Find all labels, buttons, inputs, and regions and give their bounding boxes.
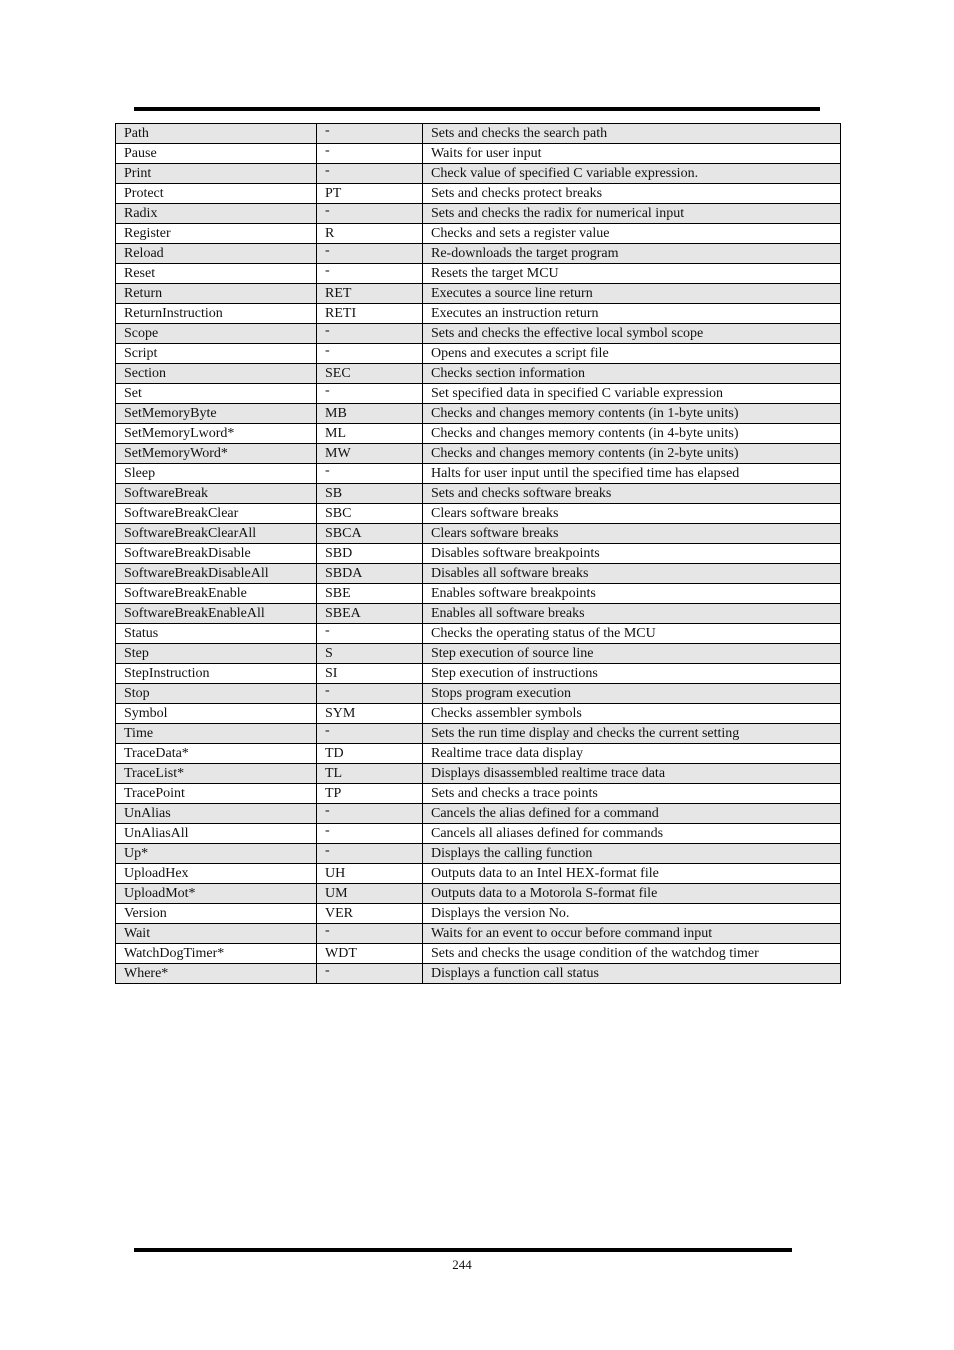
- description-cell: Checks and changes memory contents (in 1-byte units): [423, 404, 841, 424]
- description-cell: Outputs data to a Motorola S-format file: [423, 884, 841, 904]
- table-row: [116, 344, 841, 364]
- command-cell: Script: [116, 344, 317, 364]
- description-cell: Executes a source line return: [423, 284, 841, 304]
- abbreviation-cell: ML: [317, 424, 423, 444]
- description-cell: Waits for user input: [423, 144, 841, 164]
- table-row: [116, 524, 841, 544]
- table-row: [116, 424, 841, 444]
- table-row: [116, 924, 841, 944]
- description-cell: Waits for an event to occur before command input: [423, 924, 841, 944]
- command-cell: Version: [116, 904, 317, 924]
- table-row: [116, 244, 841, 264]
- abbreviation-cell: -: [317, 344, 423, 364]
- description-cell: Disables all software breaks: [423, 564, 841, 584]
- abbreviation-cell: SBCA: [317, 524, 423, 544]
- abbreviation-cell: R: [317, 224, 423, 244]
- description-cell: Opens and executes a script file: [423, 344, 841, 364]
- abbreviation-cell: -: [317, 124, 423, 144]
- description-cell: Resets the target MCU: [423, 264, 841, 284]
- abbreviation-cell: VER: [317, 904, 423, 924]
- table-row: [116, 944, 841, 964]
- command-cell: SoftwareBreakClear: [116, 504, 317, 524]
- abbreviation-cell: -: [317, 324, 423, 344]
- command-cell: Status: [116, 624, 317, 644]
- description-cell: Displays a function call status: [423, 964, 841, 984]
- table-row: [116, 404, 841, 424]
- description-cell: Sets and checks the effective local symbol scope: [423, 324, 841, 344]
- abbreviation-cell: TL: [317, 764, 423, 784]
- footer-rule: [134, 1248, 792, 1252]
- command-cell: SoftwareBreakDisableAll: [116, 564, 317, 584]
- command-table-body: [116, 124, 841, 984]
- description-cell: Checks and sets a register value: [423, 224, 841, 244]
- table-row: [116, 304, 841, 324]
- abbreviation-cell: -: [317, 844, 423, 864]
- abbreviation-cell: RETI: [317, 304, 423, 324]
- abbreviation-cell: -: [317, 204, 423, 224]
- table-row: [116, 604, 841, 624]
- description-cell: Clears software breaks: [423, 504, 841, 524]
- table-row: [116, 844, 841, 864]
- command-cell: Section: [116, 364, 317, 384]
- description-cell: Halts for user input until the specified time has elapsed: [423, 464, 841, 484]
- table-row: [116, 764, 841, 784]
- command-cell: Pause: [116, 144, 317, 164]
- table-row: [116, 704, 841, 724]
- table-row: [116, 904, 841, 924]
- abbreviation-cell: SBE: [317, 584, 423, 604]
- command-cell: TraceData*: [116, 744, 317, 764]
- description-cell: Clears software breaks: [423, 524, 841, 544]
- abbreviation-cell: SB: [317, 484, 423, 504]
- command-cell: SetMemoryLword*: [116, 424, 317, 444]
- table-row: [116, 224, 841, 244]
- abbreviation-cell: -: [317, 264, 423, 284]
- abbreviation-cell: -: [317, 464, 423, 484]
- description-cell: Displays the calling function: [423, 844, 841, 864]
- command-cell: SoftwareBreak: [116, 484, 317, 504]
- abbreviation-cell: SBEA: [317, 604, 423, 624]
- command-cell: WatchDogTimer*: [116, 944, 317, 964]
- command-cell: Return: [116, 284, 317, 304]
- description-cell: Sets and checks protect breaks: [423, 184, 841, 204]
- command-cell: SetMemoryByte: [116, 404, 317, 424]
- command-cell: Up*: [116, 844, 317, 864]
- command-cell: Where*: [116, 964, 317, 984]
- command-cell: StepInstruction: [116, 664, 317, 684]
- command-cell: SoftwareBreakClearAll: [116, 524, 317, 544]
- description-cell: Sets and checks software breaks: [423, 484, 841, 504]
- description-cell: Displays disassembled realtime trace data: [423, 764, 841, 784]
- abbreviation-cell: WDT: [317, 944, 423, 964]
- description-cell: Enables all software breaks: [423, 604, 841, 624]
- table-row: [116, 744, 841, 764]
- description-cell: Realtime trace data display: [423, 744, 841, 764]
- description-cell: Step execution of source line: [423, 644, 841, 664]
- table-row: [116, 644, 841, 664]
- table-row: [116, 364, 841, 384]
- command-cell: UnAlias: [116, 804, 317, 824]
- table-row: [116, 164, 841, 184]
- command-cell: Scope: [116, 324, 317, 344]
- abbreviation-cell: SBC: [317, 504, 423, 524]
- table-row: [116, 724, 841, 744]
- abbreviation-cell: SBDA: [317, 564, 423, 584]
- command-cell: Wait: [116, 924, 317, 944]
- table-row: [116, 144, 841, 164]
- table-row: [116, 664, 841, 684]
- table-row: [116, 964, 841, 984]
- command-cell: Radix: [116, 204, 317, 224]
- description-cell: Check value of specified C variable expression.: [423, 164, 841, 184]
- command-cell: SetMemoryWord*: [116, 444, 317, 464]
- description-cell: Checks the operating status of the MCU: [423, 624, 841, 644]
- command-cell: Stop: [116, 684, 317, 704]
- table-row: [116, 884, 841, 904]
- abbreviation-cell: -: [317, 924, 423, 944]
- command-cell: UnAliasAll: [116, 824, 317, 844]
- table-row: [116, 124, 841, 144]
- table-row: [116, 384, 841, 404]
- table-row: [116, 284, 841, 304]
- abbreviation-cell: -: [317, 964, 423, 984]
- command-cell: Step: [116, 644, 317, 664]
- abbreviation-cell: UM: [317, 884, 423, 904]
- abbreviation-cell: SBD: [317, 544, 423, 564]
- description-cell: Sets and checks the search path: [423, 124, 841, 144]
- abbreviation-cell: S: [317, 644, 423, 664]
- description-cell: Cancels the alias defined for a command: [423, 804, 841, 824]
- description-cell: Checks and changes memory contents (in 4-byte units): [423, 424, 841, 444]
- table-row: [116, 184, 841, 204]
- abbreviation-cell: PT: [317, 184, 423, 204]
- table-row: [116, 444, 841, 464]
- command-cell: Symbol: [116, 704, 317, 724]
- table-row: [116, 464, 841, 484]
- table-row: [116, 504, 841, 524]
- command-cell: SoftwareBreakDisable: [116, 544, 317, 564]
- abbreviation-cell: -: [317, 804, 423, 824]
- command-cell: Path: [116, 124, 317, 144]
- command-cell: TraceList*: [116, 764, 317, 784]
- table-row: [116, 804, 841, 824]
- description-cell: Outputs data to an Intel HEX-format file: [423, 864, 841, 884]
- description-cell: Executes an instruction return: [423, 304, 841, 324]
- abbreviation-cell: -: [317, 684, 423, 704]
- table-row: [116, 544, 841, 564]
- command-cell: UploadMot*: [116, 884, 317, 904]
- description-cell: Disables software breakpoints: [423, 544, 841, 564]
- abbreviation-cell: MW: [317, 444, 423, 464]
- command-cell: Protect: [116, 184, 317, 204]
- command-cell: UploadHex: [116, 864, 317, 884]
- header-rule: [134, 107, 820, 111]
- description-cell: Checks assembler symbols: [423, 704, 841, 724]
- abbreviation-cell: MB: [317, 404, 423, 424]
- description-cell: Stops program execution: [423, 684, 841, 704]
- abbreviation-cell: -: [317, 724, 423, 744]
- table-row: [116, 324, 841, 344]
- abbreviation-cell: -: [317, 144, 423, 164]
- description-cell: Set specified data in specified C variable expression: [423, 384, 841, 404]
- abbreviation-cell: UH: [317, 864, 423, 884]
- command-cell: Print: [116, 164, 317, 184]
- description-cell: Sets and checks the radix for numerical input: [423, 204, 841, 224]
- abbreviation-cell: RET: [317, 284, 423, 304]
- command-cell: SoftwareBreakEnable: [116, 584, 317, 604]
- table-row: [116, 784, 841, 804]
- abbreviation-cell: SYM: [317, 704, 423, 724]
- abbreviation-cell: -: [317, 164, 423, 184]
- table-row: [116, 684, 841, 704]
- command-cell: Reset: [116, 264, 317, 284]
- table-row: [116, 264, 841, 284]
- description-cell: Sets and checks a trace points: [423, 784, 841, 804]
- description-cell: Cancels all aliases defined for commands: [423, 824, 841, 844]
- command-cell: TracePoint: [116, 784, 317, 804]
- description-cell: Displays the version No.: [423, 904, 841, 924]
- command-cell: SoftwareBreakEnableAll: [116, 604, 317, 624]
- page-number: 244: [452, 1257, 472, 1272]
- table-row: [116, 824, 841, 844]
- abbreviation-cell: -: [317, 384, 423, 404]
- command-cell: Set: [116, 384, 317, 404]
- description-cell: Sets and checks the usage condition of the watchdog timer: [423, 944, 841, 964]
- description-cell: Checks section information: [423, 364, 841, 384]
- abbreviation-cell: TP: [317, 784, 423, 804]
- abbreviation-cell: SEC: [317, 364, 423, 384]
- table-row: [116, 864, 841, 884]
- description-cell: Sets the run time display and checks the current setting: [423, 724, 841, 744]
- table-row: [116, 624, 841, 644]
- table-row: [116, 484, 841, 504]
- table-row: [116, 204, 841, 224]
- command-table: [115, 123, 841, 984]
- abbreviation-cell: -: [317, 244, 423, 264]
- table-row: [116, 564, 841, 584]
- command-cell: ReturnInstruction: [116, 304, 317, 324]
- description-cell: Step execution of instructions: [423, 664, 841, 684]
- abbreviation-cell: -: [317, 624, 423, 644]
- abbreviation-cell: -: [317, 824, 423, 844]
- command-cell: Sleep: [116, 464, 317, 484]
- command-cell: Time: [116, 724, 317, 744]
- description-cell: Enables software breakpoints: [423, 584, 841, 604]
- command-cell: Reload: [116, 244, 317, 264]
- abbreviation-cell: TD: [317, 744, 423, 764]
- command-cell: Register: [116, 224, 317, 244]
- table-row: [116, 584, 841, 604]
- abbreviation-cell: SI: [317, 664, 423, 684]
- description-cell: Checks and changes memory contents (in 2-byte units): [423, 444, 841, 464]
- description-cell: Re-downloads the target program: [423, 244, 841, 264]
